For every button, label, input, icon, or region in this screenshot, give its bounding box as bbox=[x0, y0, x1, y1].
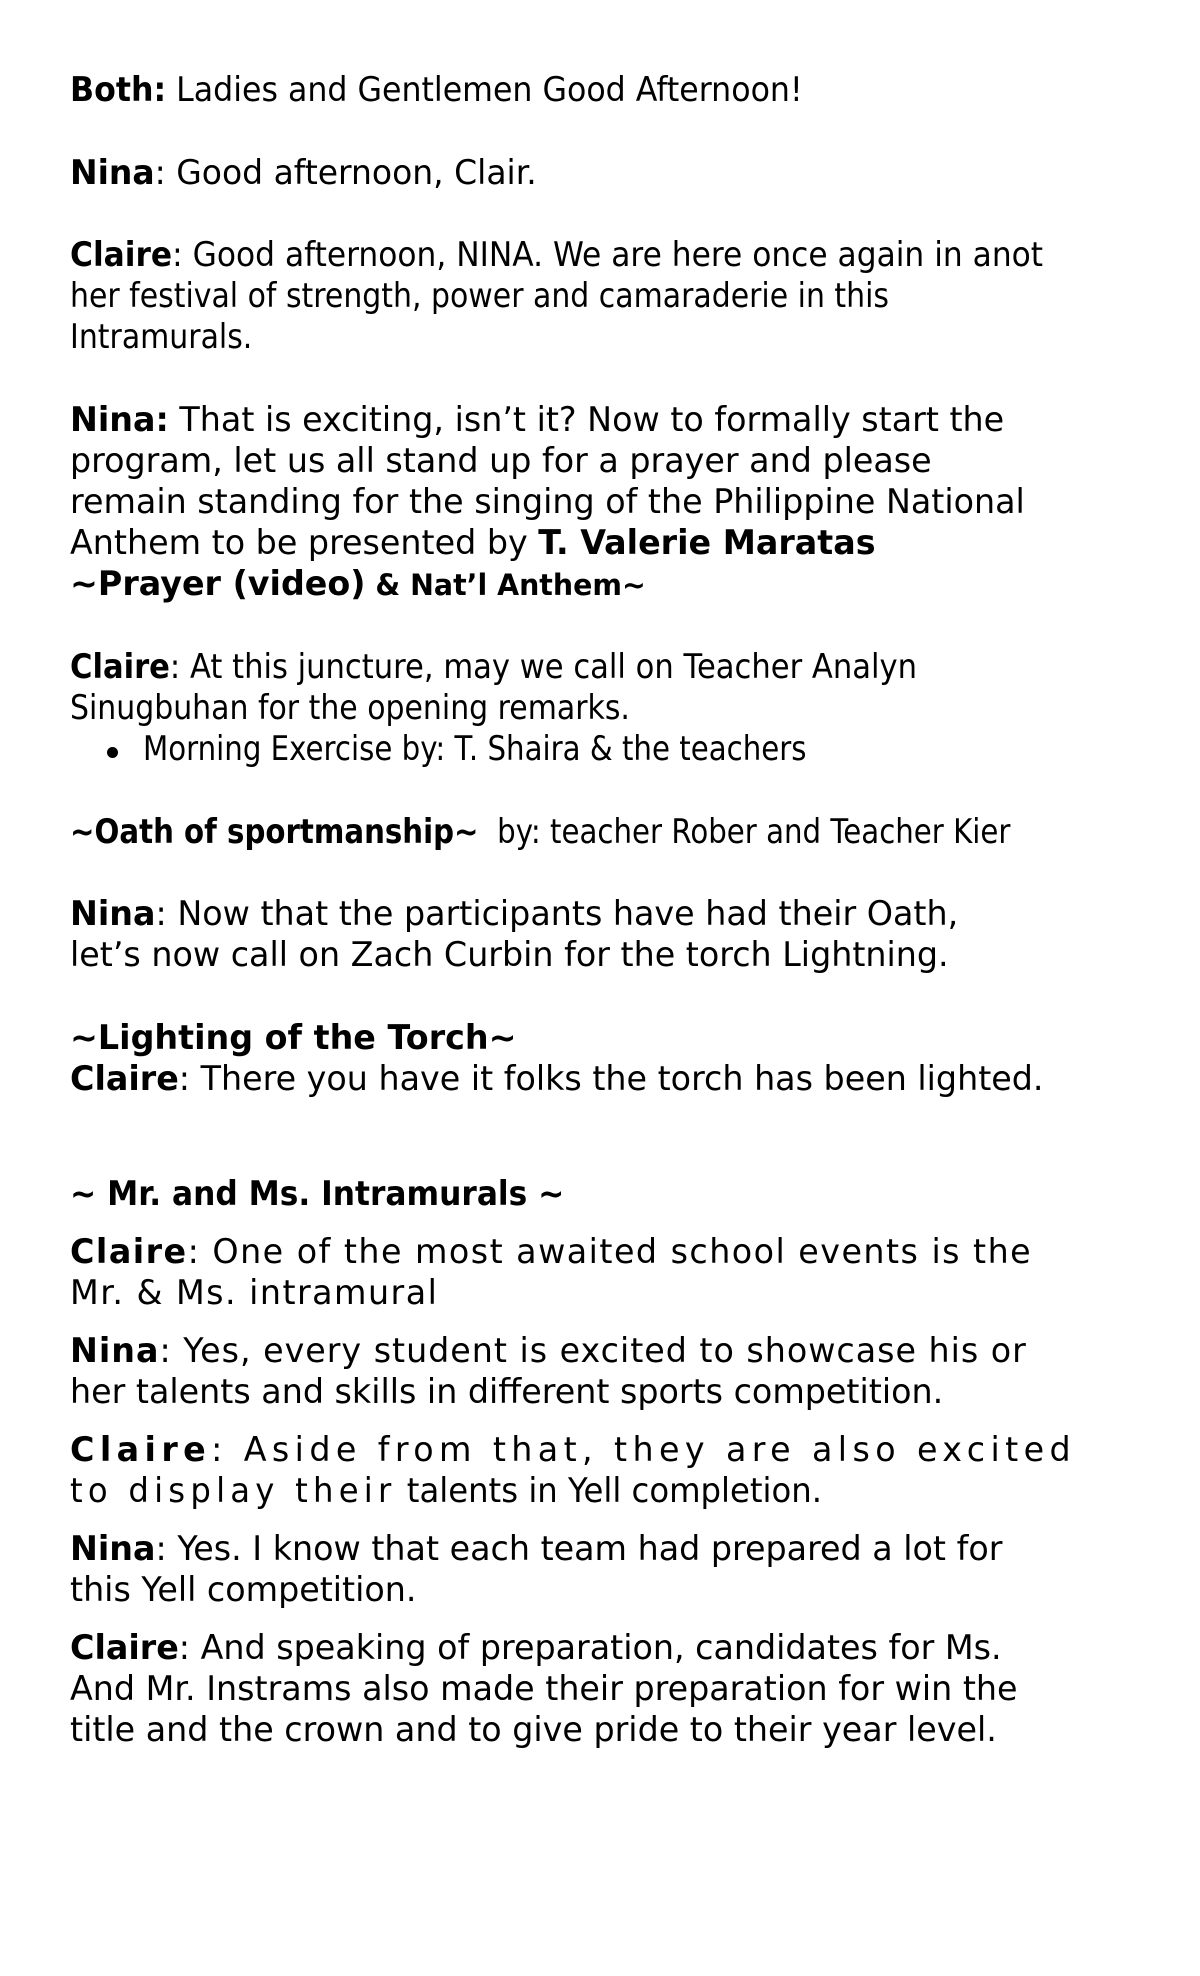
oath-title: ~Oath of sportmanship~ bbox=[70, 812, 479, 852]
claire-preparation-line-1 bbox=[70, 1628, 1021, 1668]
speaker-label: Nina bbox=[70, 153, 155, 193]
dialogue-text: : There you have it folks the torch has been lighted. bbox=[178, 1059, 1044, 1099]
nina-yell-line-2 bbox=[70, 1570, 424, 1610]
dialogue-text: : Yes, every student is excited to showcase his or bbox=[159, 1331, 1027, 1371]
prayer-anthem-cue bbox=[70, 564, 658, 605]
dialogue-text: Intramurals. bbox=[70, 317, 253, 357]
dialogue-text: And Mr. Instrams also made their preparation for win the bbox=[70, 1669, 1018, 1709]
speaker-label: Nina: bbox=[70, 400, 169, 440]
claire-preparation-line-3 bbox=[70, 1710, 1016, 1750]
dialogue-text: Anthem to be presented by bbox=[70, 523, 539, 563]
claire-greeting-line-3 bbox=[70, 317, 277, 357]
nina-greeting-line bbox=[70, 153, 551, 193]
dialogue-text: : Good afternoon, NINA. We are here once again in anot bbox=[172, 235, 1044, 275]
dialogue-text: Mr. & Ms. intramural bbox=[70, 1273, 439, 1313]
torch-title: ~Lighting of the Torch~ bbox=[70, 1018, 517, 1058]
speaker-label: Claire bbox=[70, 235, 173, 275]
speaker-label: Claire bbox=[70, 1628, 179, 1668]
nina-students-line-2 bbox=[70, 1372, 961, 1412]
dialogue-text: remain standing for the singing of the Philippine National bbox=[70, 482, 1025, 522]
claire-torch-line bbox=[70, 1059, 1063, 1099]
oath-by: by: teacher Rober and Teacher Kier bbox=[497, 812, 1011, 852]
dialogue-text: : Aside from that, they are also excited bbox=[211, 1430, 1077, 1470]
dialogue-text: : Now that the participants have had their Oath, bbox=[155, 894, 959, 934]
speaker-label: Claire bbox=[70, 647, 170, 687]
intro-line bbox=[70, 70, 858, 110]
nina-oath-line-1 bbox=[70, 894, 976, 934]
claire-preparation-line-2 bbox=[70, 1669, 1037, 1709]
claire-greeting-line-1 bbox=[70, 235, 1128, 275]
bullet-item bbox=[143, 729, 914, 769]
nina-yell-line-1 bbox=[70, 1529, 1021, 1569]
speaker-label: Nina bbox=[70, 894, 156, 934]
claire-yell-line-1 bbox=[70, 1430, 1097, 1470]
presenter-name: T. Valerie Maratas bbox=[538, 523, 876, 563]
nina-prayer-line-2 bbox=[70, 441, 949, 481]
pageant-title: ~ Mr. and Ms. Intramurals ~ bbox=[70, 1174, 565, 1214]
claire-yell-line-2 bbox=[70, 1471, 862, 1511]
nina-prayer-line-4 bbox=[70, 523, 892, 563]
dialogue-text: : Yes. I know that each team had prepared a lot for bbox=[155, 1529, 1003, 1569]
speaker-label: Both: bbox=[70, 70, 167, 110]
dialogue-text: That is exciting, isn’t it? Now to formally start the bbox=[168, 400, 1005, 440]
dialogue-text: Sinugbuhan for the opening remarks. bbox=[70, 688, 630, 728]
dialogue-text: : Good afternoon, Clair. bbox=[154, 153, 537, 193]
prayer-cue: ~Prayer (video) bbox=[70, 564, 366, 604]
dialogue-text: : At this juncture, may we call on Teacher Analyn bbox=[169, 647, 917, 687]
nina-prayer-line-1 bbox=[70, 400, 1023, 440]
nina-oath-line-2 bbox=[70, 935, 967, 975]
dialogue-text: : And speaking of preparation, candidates for Ms. bbox=[178, 1628, 1002, 1668]
dialogue-text: Ladies and Gentlemen Good Afternoon! bbox=[166, 70, 803, 110]
speaker-label: Nina bbox=[70, 1331, 160, 1371]
speaker-label: Claire bbox=[70, 1059, 179, 1099]
dialogue-text: : One of the most awaited school events is the bbox=[187, 1232, 1033, 1272]
dialogue-text: program, let us all stand up for a prayer and please bbox=[70, 441, 932, 481]
speaker-label: Claire bbox=[70, 1430, 212, 1470]
dialogue-text: her talents and skills in different sports competition. bbox=[70, 1372, 944, 1412]
dialogue-text: let’s now call on Zach Curbin for the torch Lightning. bbox=[70, 935, 949, 975]
speaker-label: Nina bbox=[70, 1529, 156, 1569]
oath-line bbox=[70, 812, 1164, 852]
bullet-dot bbox=[107, 747, 118, 758]
dialogue-text: to display their bbox=[70, 1471, 397, 1511]
bullet-text: Morning Exercise by: T. Shaira & the teachers bbox=[143, 729, 807, 769]
dialogue-text: talents in Yell completion. bbox=[396, 1471, 823, 1511]
dialogue-text: title and the crown and to give pride to their year level. bbox=[70, 1710, 997, 1750]
anthem-cue: & Nat’l Anthem~ bbox=[365, 568, 646, 602]
claire-events-line-1 bbox=[70, 1232, 1052, 1272]
nina-prayer-line-3 bbox=[70, 482, 1044, 522]
speaker-label: Claire bbox=[70, 1232, 188, 1272]
nina-students-line-1 bbox=[70, 1331, 1046, 1371]
dialogue-text: her festival of strength, power and camaraderie in this bbox=[70, 276, 890, 316]
claire-events-line-2 bbox=[70, 1273, 446, 1313]
claire-greeting-line-2 bbox=[70, 276, 1001, 316]
dialogue-text: this Yell competition. bbox=[70, 1570, 417, 1610]
claire-remarks-line-1 bbox=[70, 647, 1011, 687]
claire-remarks-line-2 bbox=[70, 688, 706, 728]
